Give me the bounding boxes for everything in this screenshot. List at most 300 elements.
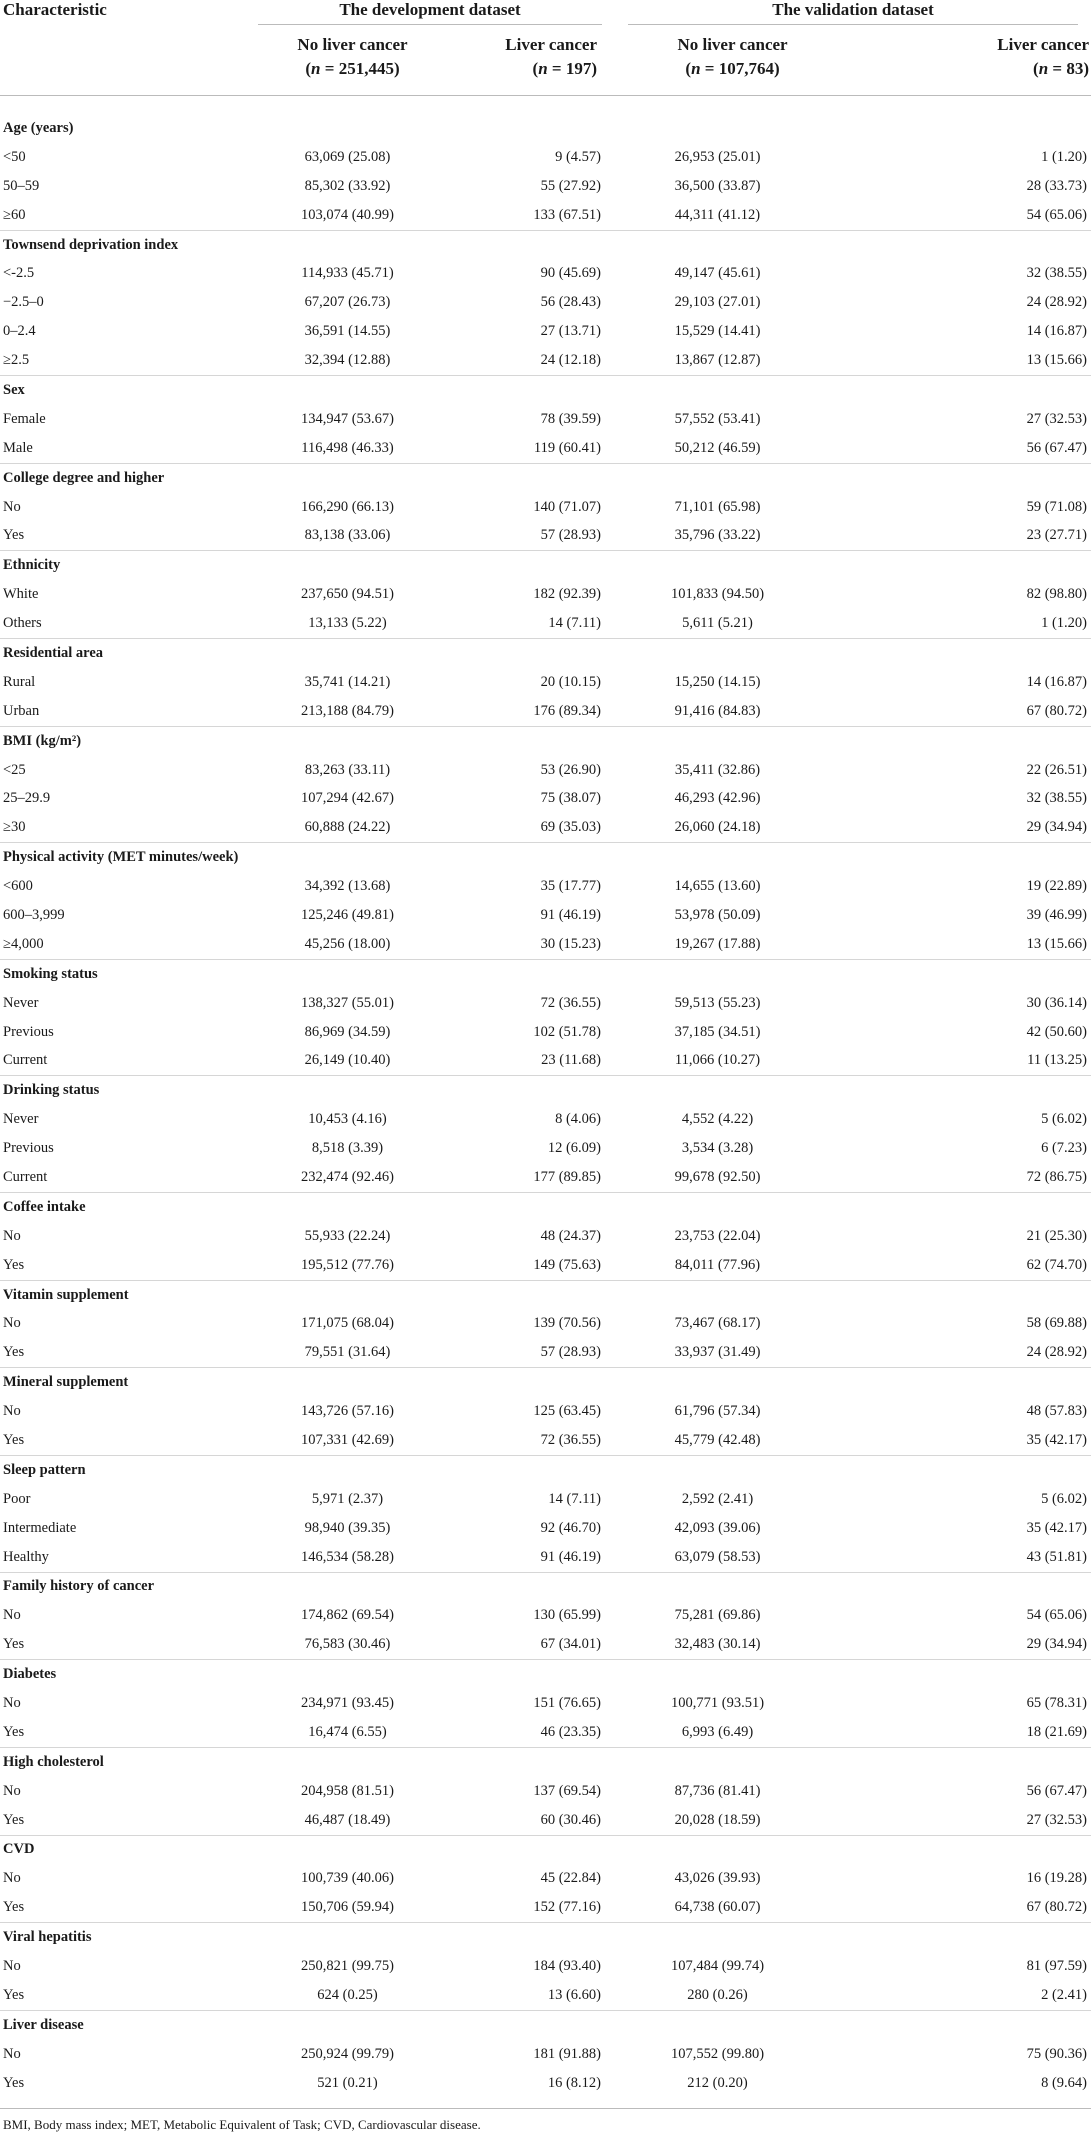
table-cell: 36,500 (33.87) bbox=[674, 177, 761, 194]
table-cell: 54 (65.06) bbox=[1026, 1607, 1088, 1624]
table-cell: 107,294 (42.67) bbox=[300, 790, 395, 807]
table-row bbox=[0, 872, 1091, 901]
table-cell: 151 (76.65) bbox=[533, 1695, 602, 1712]
category-label: Coffee intake bbox=[3, 1198, 86, 1215]
row-label: Yes bbox=[3, 527, 25, 544]
category-label: Physical activity (MET minutes/week) bbox=[3, 849, 239, 866]
table-cell: 101,833 (94.50) bbox=[670, 586, 765, 603]
table-row bbox=[0, 1163, 1091, 1192]
table-cell: 27 (32.53) bbox=[1026, 1811, 1088, 1828]
table-row bbox=[0, 1864, 1091, 1893]
table-cell: 24 (28.92) bbox=[1026, 1344, 1088, 1361]
table-cell: 13 (15.66) bbox=[1026, 352, 1088, 369]
category-row bbox=[0, 114, 1091, 143]
row-label: No bbox=[3, 1607, 21, 1624]
category-row bbox=[0, 463, 1091, 492]
table-cell: 116,498 (46.33) bbox=[301, 439, 394, 456]
table-cell: 67 (34.01) bbox=[540, 1636, 602, 1653]
row-label: Others bbox=[3, 615, 42, 632]
table-row bbox=[0, 1134, 1091, 1163]
table-cell: 166,290 (66.13) bbox=[300, 498, 395, 515]
row-label: No bbox=[3, 2045, 21, 2062]
row-label: No bbox=[3, 1782, 21, 1799]
table-cell: 56 (28.43) bbox=[540, 294, 602, 311]
header-validation-group: The validation dataset bbox=[615, 0, 1091, 31]
table-cell: 114,933 (45.71) bbox=[301, 265, 394, 282]
row-label: <50 bbox=[3, 148, 26, 165]
table-cell: 171,075 (68.04) bbox=[300, 1315, 395, 1332]
table-cell: 90 (45.69) bbox=[540, 265, 602, 282]
row-label: Yes bbox=[3, 1344, 25, 1361]
table-cell: 181 (91.88) bbox=[533, 2045, 602, 2062]
table-cell: 53 (26.90) bbox=[540, 761, 602, 778]
category-row bbox=[0, 959, 1091, 988]
row-label: <600 bbox=[3, 878, 33, 895]
table-cell: 50,212 (46.59) bbox=[674, 439, 761, 456]
table-cell: 280 (0.26) bbox=[687, 1986, 748, 2003]
table-cell: 24 (28.92) bbox=[1026, 294, 1088, 311]
category-label: Mineral supplement bbox=[3, 1374, 129, 1391]
table-cell: 20,028 (18.59) bbox=[674, 1811, 761, 1828]
table-cell: 102 (51.78) bbox=[533, 1023, 602, 1040]
table-cell: 76,583 (30.46) bbox=[304, 1636, 391, 1653]
row-label: Yes bbox=[3, 1723, 25, 1740]
table-row bbox=[0, 143, 1091, 172]
header-col-dev-no-cancer: No liver cancer (n = 251,445) bbox=[297, 35, 408, 78]
table-row bbox=[0, 1777, 1091, 1806]
header-characteristic: Characteristic bbox=[3, 0, 107, 19]
table-cell: 27 (13.71) bbox=[540, 323, 602, 340]
table-cell: 19 (22.89) bbox=[1026, 878, 1088, 895]
table-cell: 150,706 (59.94) bbox=[300, 1899, 395, 1916]
table-cell: 87,736 (81.41) bbox=[674, 1782, 761, 1799]
category-row bbox=[0, 726, 1091, 755]
table-cell: 59,513 (55.23) bbox=[674, 994, 761, 1011]
table-cell: 10,453 (4.16) bbox=[308, 1111, 387, 1128]
table-row bbox=[0, 493, 1091, 522]
table-cell: 103,074 (40.99) bbox=[300, 206, 395, 223]
table-cell: 48 (24.37) bbox=[540, 1227, 602, 1244]
table-cell: 13,867 (12.87) bbox=[674, 352, 761, 369]
table-row bbox=[0, 580, 1091, 609]
table-cell: 13 (6.60) bbox=[547, 1986, 602, 2003]
table-row bbox=[0, 1601, 1091, 1630]
table-cell: 55,933 (22.24) bbox=[304, 1227, 391, 1244]
table-cell: 5,611 (5.21) bbox=[682, 615, 753, 632]
table-cell: 125 (63.45) bbox=[533, 1403, 602, 1420]
row-label: <-2.5 bbox=[3, 265, 35, 282]
table-cell: 35,411 (32.86) bbox=[674, 761, 761, 778]
table-cell: 27 (32.53) bbox=[1026, 410, 1088, 427]
table-cell: 133 (67.51) bbox=[533, 206, 602, 223]
table-cell: 44,311 (41.12) bbox=[674, 206, 761, 223]
table-cell: 75 (38.07) bbox=[540, 790, 602, 807]
table-cell: 82 (98.80) bbox=[1026, 586, 1088, 603]
table-row bbox=[0, 930, 1091, 959]
row-label: Healthy bbox=[3, 1548, 49, 1565]
table-cell: 26,953 (25.01) bbox=[674, 148, 761, 165]
table-cell: 63,069 (25.08) bbox=[304, 148, 391, 165]
category-row bbox=[0, 1572, 1091, 1601]
table-cell: 81 (97.59) bbox=[1026, 1958, 1088, 1975]
table-cell: 1 (1.20) bbox=[1041, 148, 1088, 165]
table-cell: 250,821 (99.75) bbox=[300, 1958, 395, 1975]
table-row bbox=[0, 813, 1091, 842]
table-cell: 61,796 (57.34) bbox=[674, 1403, 761, 1420]
table-row bbox=[0, 259, 1091, 288]
table-row bbox=[0, 609, 1091, 638]
header-col-val-no-cancer: No liver cancer (n = 107,764) bbox=[677, 35, 788, 78]
table-cell: 42 (50.60) bbox=[1026, 1023, 1088, 1040]
table-row bbox=[0, 521, 1091, 550]
table-cell: 46 (23.35) bbox=[540, 1723, 602, 1740]
row-label: Intermediate bbox=[3, 1519, 77, 1536]
category-label: Sleep pattern bbox=[3, 1461, 86, 1478]
table-cell: 137 (69.54) bbox=[533, 1782, 602, 1799]
category-label: Smoking status bbox=[3, 965, 98, 982]
table-row bbox=[0, 1981, 1091, 2010]
table-cell: 29 (34.94) bbox=[1026, 819, 1088, 836]
table-cell: 67,207 (26.73) bbox=[304, 294, 391, 311]
category-label: BMI (kg/m²) bbox=[3, 732, 82, 749]
row-label: ≥60 bbox=[3, 206, 26, 223]
table-cell: 45,256 (18.00) bbox=[304, 935, 391, 952]
table-cell: 134,947 (53.67) bbox=[300, 410, 395, 427]
table-cell: 21 (25.30) bbox=[1026, 1227, 1088, 1244]
table-cell: 73,467 (68.17) bbox=[674, 1315, 761, 1332]
table-cell: 62 (74.70) bbox=[1026, 1256, 1088, 1273]
table-cell: 1 (1.20) bbox=[1041, 615, 1088, 632]
table-cell: 75 (90.36) bbox=[1026, 2045, 1088, 2062]
table-row bbox=[0, 1251, 1091, 1280]
table-cell: 521 (0.21) bbox=[317, 2074, 378, 2091]
table-cell: 22 (26.51) bbox=[1026, 761, 1088, 778]
category-label: Age (years) bbox=[3, 119, 74, 136]
table-cell: 213,188 (84.79) bbox=[300, 702, 395, 719]
table-cell: 176 (89.34) bbox=[533, 702, 602, 719]
table-cell: 34,392 (13.68) bbox=[304, 878, 391, 895]
table-cell: 13,133 (5.22) bbox=[308, 615, 387, 632]
table-cell: 2 (2.41) bbox=[1041, 1986, 1088, 2003]
category-row bbox=[0, 1368, 1091, 1397]
table-row bbox=[0, 201, 1091, 230]
table-cell: 53,978 (50.09) bbox=[674, 906, 761, 923]
table-cell: 72 (86.75) bbox=[1026, 1169, 1088, 1185]
table-cell: 15,250 (14.15) bbox=[674, 673, 761, 690]
table-cell: 16 (8.12) bbox=[547, 2074, 602, 2091]
category-label: Liver disease bbox=[3, 2016, 84, 2033]
table-cell: 57 (28.93) bbox=[540, 1344, 602, 1361]
row-label: White bbox=[3, 586, 39, 603]
category-label: Townsend deprivation index bbox=[3, 236, 179, 253]
table-cell: 24 (12.18) bbox=[540, 352, 602, 369]
table-cell: 6 (7.23) bbox=[1041, 1140, 1088, 1157]
row-label: 0–2.4 bbox=[3, 323, 36, 340]
table-cell: 35 (17.77) bbox=[540, 878, 602, 895]
category-label: Drinking status bbox=[3, 1082, 100, 1099]
category-row bbox=[0, 1455, 1091, 1484]
header-development-group: The development dataset bbox=[245, 0, 615, 31]
table-cell: 26,060 (24.18) bbox=[674, 819, 761, 836]
table-cell: 67 (80.72) bbox=[1026, 702, 1088, 719]
row-label: No bbox=[3, 498, 21, 515]
table-cell: 28 (33.73) bbox=[1026, 177, 1088, 194]
category-label: Viral hepatitis bbox=[3, 1929, 92, 1946]
table-row bbox=[0, 434, 1091, 463]
table-row bbox=[0, 1485, 1091, 1514]
table-cell: 140 (71.07) bbox=[533, 498, 602, 515]
table-cell: 35,741 (14.21) bbox=[304, 673, 391, 690]
category-row bbox=[0, 843, 1091, 872]
table-cell: 59 (71.08) bbox=[1026, 498, 1088, 515]
row-label: Yes bbox=[3, 1811, 25, 1828]
row-label: Yes bbox=[3, 1432, 25, 1449]
category-row bbox=[0, 230, 1091, 259]
category-label: Family history of cancer bbox=[3, 1578, 155, 1595]
table-cell: 14 (7.11) bbox=[548, 615, 602, 632]
table-cell: 177 (89.85) bbox=[533, 1169, 602, 1185]
table-cell: 32,483 (30.14) bbox=[674, 1636, 761, 1653]
table-cell: 138,327 (55.01) bbox=[300, 994, 395, 1011]
table-row bbox=[0, 668, 1091, 697]
table-cell: 4,552 (4.22) bbox=[681, 1111, 754, 1128]
table-row bbox=[0, 346, 1091, 375]
table-cell: 32,394 (12.88) bbox=[304, 352, 391, 369]
table-cell: 14 (16.87) bbox=[1026, 673, 1088, 690]
table-cell: 92 (46.70) bbox=[540, 1519, 602, 1536]
row-label: ≥2.5 bbox=[3, 352, 30, 369]
table-cell: 8,518 (3.39) bbox=[311, 1140, 384, 1157]
category-row bbox=[0, 551, 1091, 580]
table-cell: 234,971 (93.45) bbox=[300, 1695, 395, 1712]
table-cell: 23 (27.71) bbox=[1026, 527, 1088, 544]
table-row bbox=[0, 1806, 1091, 1835]
table-row bbox=[0, 405, 1091, 434]
table-cell: 29 (34.94) bbox=[1026, 1636, 1088, 1653]
table-cell: 14 (7.11) bbox=[548, 1490, 602, 1507]
table-cell: 15,529 (14.41) bbox=[674, 323, 761, 340]
table-cell: 91 (46.19) bbox=[540, 906, 602, 923]
row-label: Yes bbox=[3, 2074, 25, 2091]
table-cell: 98,940 (39.35) bbox=[304, 1519, 391, 1536]
table-cell: 60 (30.46) bbox=[540, 1811, 602, 1828]
table-cell: 72 (36.55) bbox=[540, 994, 602, 1011]
table-cell: 57 (28.93) bbox=[540, 527, 602, 544]
table-cell: 100,739 (40.06) bbox=[300, 1870, 395, 1887]
row-label: Yes bbox=[3, 1256, 25, 1273]
table-row bbox=[0, 1105, 1091, 1134]
table-cell: 152 (77.16) bbox=[533, 1899, 602, 1916]
table-cell: 23,753 (22.04) bbox=[674, 1227, 761, 1244]
row-label: Poor bbox=[3, 1490, 31, 1507]
table-cell: 99,678 (92.50) bbox=[674, 1169, 761, 1185]
row-label: 50–59 bbox=[3, 177, 40, 194]
table-row bbox=[0, 1397, 1091, 1426]
table-row bbox=[0, 288, 1091, 317]
table-cell: 19,267 (17.88) bbox=[674, 935, 761, 952]
row-label: ≥4,000 bbox=[3, 935, 44, 952]
table-cell: 85,302 (33.92) bbox=[304, 177, 391, 194]
table-cell: 58 (69.88) bbox=[1026, 1315, 1088, 1332]
table-cell: 86,969 (34.59) bbox=[304, 1023, 391, 1040]
table-row bbox=[0, 1222, 1091, 1251]
row-label: No bbox=[3, 1227, 21, 1244]
table-cell: 2,592 (2.41) bbox=[681, 1490, 754, 1507]
table-cell: 67 (80.72) bbox=[1026, 1899, 1088, 1916]
category-label: Vitamin supplement bbox=[3, 1286, 129, 1303]
table-cell: 91,416 (84.83) bbox=[674, 702, 761, 719]
table-cell: 3,534 (3.28) bbox=[681, 1140, 754, 1157]
table-cell: 36,591 (14.55) bbox=[304, 323, 391, 340]
category-label: Ethnicity bbox=[3, 557, 61, 574]
category-label: College degree and higher bbox=[3, 469, 165, 486]
table-row bbox=[0, 1514, 1091, 1543]
table-cell: 174,862 (69.54) bbox=[300, 1607, 395, 1624]
table-cell: 46,293 (42.96) bbox=[674, 790, 761, 807]
table-row bbox=[0, 784, 1091, 813]
table-row bbox=[0, 1426, 1091, 1455]
table-row bbox=[0, 172, 1091, 201]
table-cell: 56 (67.47) bbox=[1026, 1782, 1088, 1799]
category-row bbox=[0, 1280, 1091, 1309]
category-label: CVD bbox=[3, 1841, 35, 1858]
table-cell: 63,079 (58.53) bbox=[674, 1548, 761, 1565]
table-cell: 32 (38.55) bbox=[1026, 790, 1088, 807]
table-cell: 5 (6.02) bbox=[1041, 1111, 1088, 1128]
row-label: No bbox=[3, 1870, 21, 1887]
row-label: Urban bbox=[3, 702, 40, 719]
row-label: No bbox=[3, 1695, 21, 1712]
table-cell: 624 (0.25) bbox=[317, 1986, 378, 2003]
table-row bbox=[0, 1047, 1091, 1076]
table-cell: 100,771 (93.51) bbox=[670, 1695, 765, 1712]
table-cell: 204,958 (81.51) bbox=[300, 1782, 395, 1799]
table-cell: 26,149 (10.40) bbox=[304, 1052, 391, 1069]
table-cell: 184 (93.40) bbox=[533, 1958, 602, 1975]
table-cell: 35 (42.17) bbox=[1026, 1519, 1088, 1536]
category-row bbox=[0, 1192, 1091, 1221]
table-cell: 71,101 (65.98) bbox=[674, 498, 761, 515]
table-row bbox=[0, 1338, 1091, 1367]
row-label: Female bbox=[3, 410, 46, 427]
table-cell: 8 (9.64) bbox=[1041, 2074, 1088, 2091]
table-cell: 78 (39.59) bbox=[540, 410, 602, 427]
row-label: Never bbox=[3, 994, 39, 1011]
table-cell: 35 (42.17) bbox=[1026, 1432, 1088, 1449]
table-cell: 23 (11.68) bbox=[541, 1052, 602, 1069]
header-col-dev-cancer: Liver cancer (n = 197) bbox=[505, 35, 598, 78]
table-cell: 182 (92.39) bbox=[533, 586, 602, 603]
table-cell: 125,246 (49.81) bbox=[300, 906, 395, 923]
table-cell: 6,993 (6.49) bbox=[681, 1723, 754, 1740]
row-label: Current bbox=[3, 1052, 48, 1069]
table-cell: 5,971 (2.37) bbox=[311, 1490, 384, 1507]
table-cell: 8 (4.06) bbox=[555, 1111, 602, 1128]
category-row bbox=[0, 1660, 1091, 1689]
table-cell: 16,474 (6.55) bbox=[308, 1723, 387, 1740]
table-cell: 30 (36.14) bbox=[1026, 994, 1088, 1011]
table-cell: 30 (15.23) bbox=[540, 935, 602, 952]
header-col-val-cancer: Liver cancer (n = 83) bbox=[997, 35, 1090, 78]
category-label: Diabetes bbox=[3, 1666, 57, 1683]
table-cell: 14,655 (13.60) bbox=[674, 878, 761, 895]
table-row bbox=[0, 697, 1091, 726]
table-cell: 139 (70.56) bbox=[533, 1315, 602, 1332]
table-cell: 107,484 (99.74) bbox=[670, 1958, 765, 1975]
table-footnote: BMI, Body mass index; MET, Metabolic Equivalent of Task; CVD, Cardiovascular disease. bbox=[0, 2108, 1091, 2133]
table-cell: 32 (38.55) bbox=[1026, 265, 1088, 282]
table-cell: 212 (0.20) bbox=[687, 2074, 748, 2091]
table-cell: 107,552 (99.80) bbox=[670, 2045, 765, 2062]
table-cell: 11,066 (10.27) bbox=[674, 1052, 761, 1069]
table-cell: 14 (16.87) bbox=[1026, 323, 1088, 340]
table-cell: 9 (4.57) bbox=[555, 148, 602, 165]
row-label: No bbox=[3, 1403, 21, 1420]
row-label: 25–29.9 bbox=[3, 790, 51, 807]
table-cell: 130 (65.99) bbox=[533, 1607, 602, 1624]
table-cell: 48 (57.83) bbox=[1026, 1403, 1088, 1420]
row-label: Yes bbox=[3, 1986, 25, 2003]
table-cell: 5 (6.02) bbox=[1041, 1490, 1088, 1507]
row-label: Previous bbox=[3, 1140, 54, 1157]
category-row bbox=[0, 1076, 1091, 1105]
table-cell: 49,147 (45.61) bbox=[674, 265, 761, 282]
table-row bbox=[0, 901, 1091, 930]
table-cell: 56 (67.47) bbox=[1026, 439, 1088, 456]
table-row bbox=[0, 1689, 1091, 1718]
category-label: Residential area bbox=[3, 644, 104, 661]
table-cell: 146,534 (58.28) bbox=[300, 1548, 395, 1565]
table-row bbox=[0, 1310, 1091, 1339]
table-row bbox=[0, 989, 1091, 1018]
table-cell: 54 (65.06) bbox=[1026, 206, 1088, 223]
category-row bbox=[0, 1835, 1091, 1864]
table-cell: 79,551 (31.64) bbox=[304, 1344, 391, 1361]
table-cell: 18 (21.69) bbox=[1026, 1723, 1088, 1740]
table-cell: 250,924 (99.79) bbox=[300, 2045, 395, 2062]
row-label: −2.5–0 bbox=[3, 294, 44, 311]
table-cell: 46,487 (18.49) bbox=[304, 1811, 391, 1828]
table-cell: 37,185 (34.51) bbox=[674, 1023, 761, 1040]
row-label: Never bbox=[3, 1111, 39, 1128]
category-label: High cholesterol bbox=[3, 1753, 104, 1770]
table-cell: 16 (19.28) bbox=[1026, 1870, 1088, 1887]
table-cell: 11 (13.25) bbox=[1027, 1052, 1088, 1069]
row-label: No bbox=[3, 1958, 21, 1975]
table-cell: 33,937 (31.49) bbox=[674, 1344, 761, 1361]
table-cell: 237,650 (94.51) bbox=[300, 586, 395, 603]
table-cell: 72 (36.55) bbox=[540, 1432, 602, 1449]
table-cell: 83,263 (33.11) bbox=[304, 761, 391, 778]
row-label: <25 bbox=[3, 761, 26, 778]
row-label: Yes bbox=[3, 1636, 25, 1653]
category-row bbox=[0, 1747, 1091, 1776]
table-row bbox=[0, 317, 1091, 346]
table-row bbox=[0, 2040, 1091, 2069]
row-label: Yes bbox=[3, 1899, 25, 1916]
table-row bbox=[0, 1018, 1091, 1047]
table-cell: 13 (15.66) bbox=[1026, 935, 1088, 952]
row-label: Rural bbox=[3, 673, 36, 690]
table-cell: 84,011 (77.96) bbox=[674, 1256, 761, 1273]
row-label: No bbox=[3, 1315, 21, 1332]
row-label: Previous bbox=[3, 1023, 54, 1040]
table-cell: 64,738 (60.07) bbox=[674, 1899, 761, 1916]
row-label: Male bbox=[3, 439, 33, 456]
table-cell: 195,512 (77.76) bbox=[300, 1256, 395, 1273]
table-cell: 43 (51.81) bbox=[1026, 1548, 1088, 1565]
category-row bbox=[0, 376, 1091, 405]
